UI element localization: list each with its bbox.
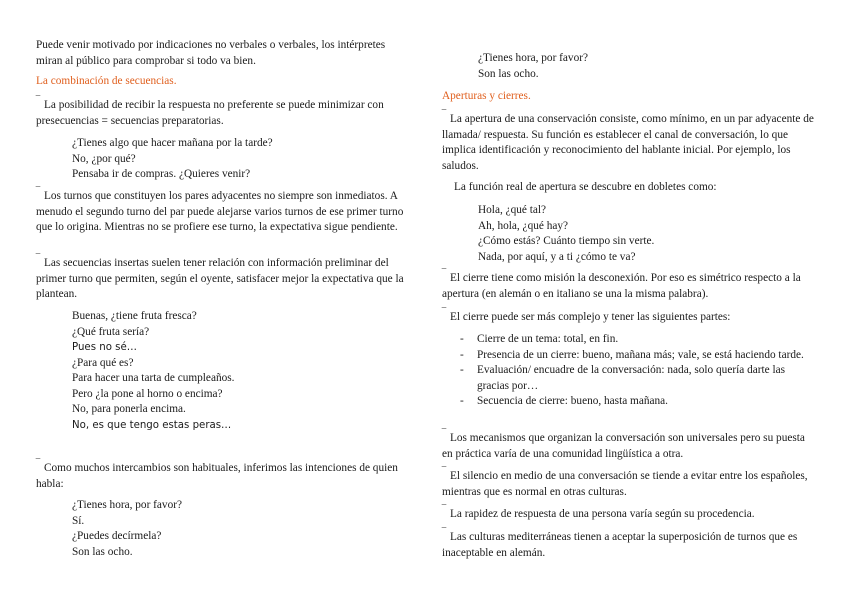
dash-bullet-icon: ‾ [442,465,446,479]
heading-openings: Aperturas y cierres. [442,90,531,102]
dash-bullet-icon: ‾ [36,457,40,471]
dialog-line: Son las ocho. [478,67,539,80]
bullet-universal: ‾ Los mecanismos que organizan la conversación son universales pero su puesta en práctica varía de una comunidad lingüística a otra. [442,427,805,460]
dash-bullet-icon: ‾ [36,185,40,199]
list-item: - Cierre de un tema: total, en fin. [460,333,619,345]
dialog-line: ¿Para qué es? [72,356,134,369]
dialog-line: ¿Tienes hora, por favor? [72,499,183,511]
dash-bullet-icon: ‾ [442,267,446,281]
list-item: - Secuencia de cierre: bueno, hasta mañana. [460,395,669,407]
bullet-overlap: ‾ Las culturas mediterráneas tienen a aceptar la superposición de turnos que es inaceptable en alemán. [442,526,798,559]
list-item: - Evaluación/ encuadre de la conversación: nada, solo quería darte las gracias por… [460,364,786,392]
bullet-infer: ‾ Como muchos intercambios son habituales, inferimos las intenciones de quien habla: [36,457,398,490]
dialog-line: ¿Tienes algo que hacer mañana por la tarde? [72,137,273,149]
dialog-line: Ah, hola, ¿qué hay? [478,219,569,232]
dash-bullet-icon: ‾ [36,94,40,108]
dialog-fruit [36,309,234,433]
dash-bullet-icon: ‾ [36,252,40,266]
dialog-line: Pues no sé… [72,342,137,353]
dialog-line: ¿Qué fruta sería? [72,325,150,338]
dialog-line: Nada, por aquí, y a ti ¿cómo te va? [478,250,636,263]
dialog-line: ¿Cómo estás? Cuánto tiempo sin verte. [478,235,655,247]
dash-bullet-icon: ‾ [442,503,446,517]
dialog-time [36,498,182,560]
dialog-line: Hola, ¿qué tal? [478,204,547,216]
dialog-line: ¿Tienes hora, por favor? [478,52,589,64]
bullet-turns: ‾ Los turnos que constituyen los pares adyacentes no siempre son inmediatos. A menudo el segundo turno del par puede alejarse varios turnos de ese primer turno que lo origina. Mientras no se profiere ese turno, la expectativa sigue pendiente. [36,185,404,233]
dialog-afternoon [36,136,273,183]
heading-combination: La combinación de secuencias. [36,75,177,87]
dash-bullet-icon: ‾ [442,526,446,540]
dialog-greetings [442,203,654,265]
dialog-line: Buenas, ¿tiene fruta fresca? [72,310,197,322]
dialog-line: Pero ¿la pone al horno o encima? [72,387,223,400]
dash-bullet-icon: ‾ [442,108,446,122]
dialog-line: Sí. [72,514,85,527]
dialog-time-continued [442,51,588,82]
dialog-line: No, es que tengo estas peras… [72,419,232,431]
dialog-line: Pensaba ir de compras. ¿Quieres venir? [72,168,251,180]
dialog-line: No, para ponerla encima. [72,403,186,415]
closing-parts-list [442,332,810,410]
intro-paragraph: Puede venir motivado por indicaciones no verbales o verbales, los intérpretes miran al público para comprobar si todo va bien. [36,39,386,67]
opening-note: La función real de apertura se descubre en dobletes como: [454,181,717,193]
dialog-line: Son las ocho. [72,545,133,558]
list-item: - Presencia de un cierre: bueno, mañana más; vale, se está haciendo tarde. [460,348,804,361]
dash-bullet-icon: ‾ [442,306,446,320]
dialog-line: Para hacer una tarta de cumpleaños. [72,372,235,384]
dialog-line: ¿Puedes decírmela? [72,530,162,542]
bullet-speed: ‾ La rapidez de respuesta de una persona varía según su procedencia. [442,503,755,520]
dialog-line: No, ¿por qué? [72,152,136,165]
bullet-closing: ‾ El cierre tiene como misión la desconexión. Por eso es simétrico respecto a la apertura (en alemán o en italiano se una la misma palabra). [442,267,801,300]
bullet-complex-closing: ‾ El cierre puede ser más complejo y tener las siguientes partes: [442,306,731,323]
bullet-silence: ‾ El silencio en medio de una conversación se tiende a evitar entre los españoles, mientras que es normal en otras culturas. [442,465,808,498]
bullet-presequences: ‾ La posibilidad de recibir la respuesta no preferente se puede minimizar con presecuencias = secuencias preparatorias. [36,94,384,127]
bullet-opening: ‾ La apertura de una conservación consiste, como mínimo, en un par adyacente de llamada/ respuesta. Su función es establecer el canal de conversación, lo que implica identificación y reconocimiento del hablante inicial. Por ejemplo, los saludos. [442,108,814,172]
bullet-inserted-sequences: ‾ Las secuencias insertas suelen tener relación con información preliminar del primer turno que permiten, según el oyente, satisfacer mejor la expectativa que la plantean. [36,252,404,300]
dash-bullet-icon: ‾ [442,427,446,441]
